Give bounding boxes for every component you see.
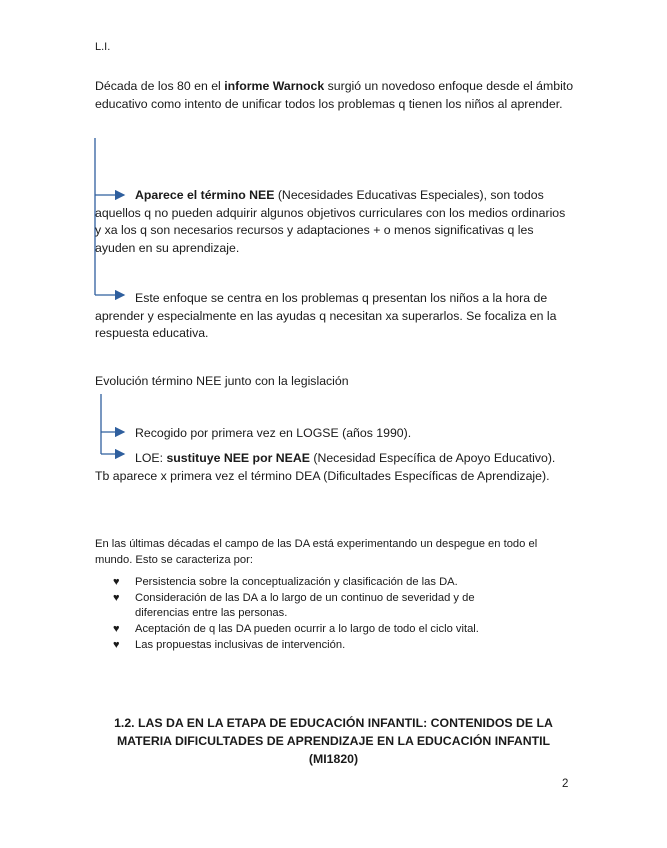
bullet-list: [113, 575, 523, 654]
intro-text-1: Década de los 80 en el: [95, 79, 225, 93]
nee-text: (Necesidades Educativas Especiales), son todos aquellos q no pueden adquirir algunos objetivos curriculares con los medios ordinarios y xa los q son necesarios recursos y adaptaciones + o menos significativas q les ayuden en su aprendizaje.: [95, 188, 566, 255]
intro-bold: informe Warnock: [224, 79, 325, 93]
section-heading: 1.2. LAS DA EN LA ETAPA DE EDUCACIÓN INFANTIL: CONTENIDOS DE LA MATERIA DIFICULTADES DE APRENDIZAJE EN LA EDUCACIÓN INFANTIL (MI1820): [114, 716, 553, 766]
nee-paragraph: [95, 187, 571, 257]
enfoque-paragraph: [95, 290, 573, 343]
heart-bullet-icon: ♥: [113, 623, 120, 636]
header-initials: L.I.: [95, 41, 111, 53]
list-item: ♥ Persistencia sobre la conceptualización y clasificación de las DA.: [113, 575, 523, 591]
heart-bullet-icon: ♥: [113, 591, 120, 604]
list-item: ♥ Consideración de las DA a lo largo de un continuo de severidad y de diferencias entre las personas.: [113, 591, 475, 620]
decadas-paragraph: En las últimas décadas el campo de las DA está experimentando un despegue en todo el mundo. Esto se caracteriza por:: [95, 538, 538, 566]
list-item: ♥ Las propuestas inclusivas de intervención.: [113, 638, 523, 654]
enfoque-text: Este enfoque se centra en los problemas q presentan los niños a la hora de aprender y especialmente en las ayudas q necesitan xa superarlos. Se focaliza en la respuesta educativa.: [95, 291, 557, 340]
heart-bullet-icon: ♥: [113, 638, 120, 651]
heart-bullet-icon: ♥: [113, 576, 120, 588]
nee-bold: Aparece el término NEE: [135, 188, 275, 202]
evolucion-heading: Evolución término NEE junto con la legislación: [95, 374, 349, 388]
intro-paragraph: [95, 78, 575, 113]
loe-prefix: LOE:: [135, 451, 167, 465]
loe-text: (Necesidad Específica de Apoyo Educativo). Tb aparece x primera vez el término DEA (Dificultades Específicas de Aprendizaje).: [95, 451, 556, 483]
page-number: 2: [562, 778, 569, 790]
loe-bold: sustituye NEE por NEAE: [166, 451, 310, 465]
intro-text-2: surgió un novedoso enfoque desde el ámbito educativo como intento de unificar todos los problemas q tienen los niños al aprender.: [95, 79, 574, 111]
loe-paragraph: [95, 450, 571, 485]
logse-item: Recogido por primera vez en LOGSE (años 1990).: [135, 426, 412, 440]
list-item: ♥ Aceptación de q las DA pueden ocurrir a lo largo de todo el ciclo vital.: [113, 622, 523, 638]
